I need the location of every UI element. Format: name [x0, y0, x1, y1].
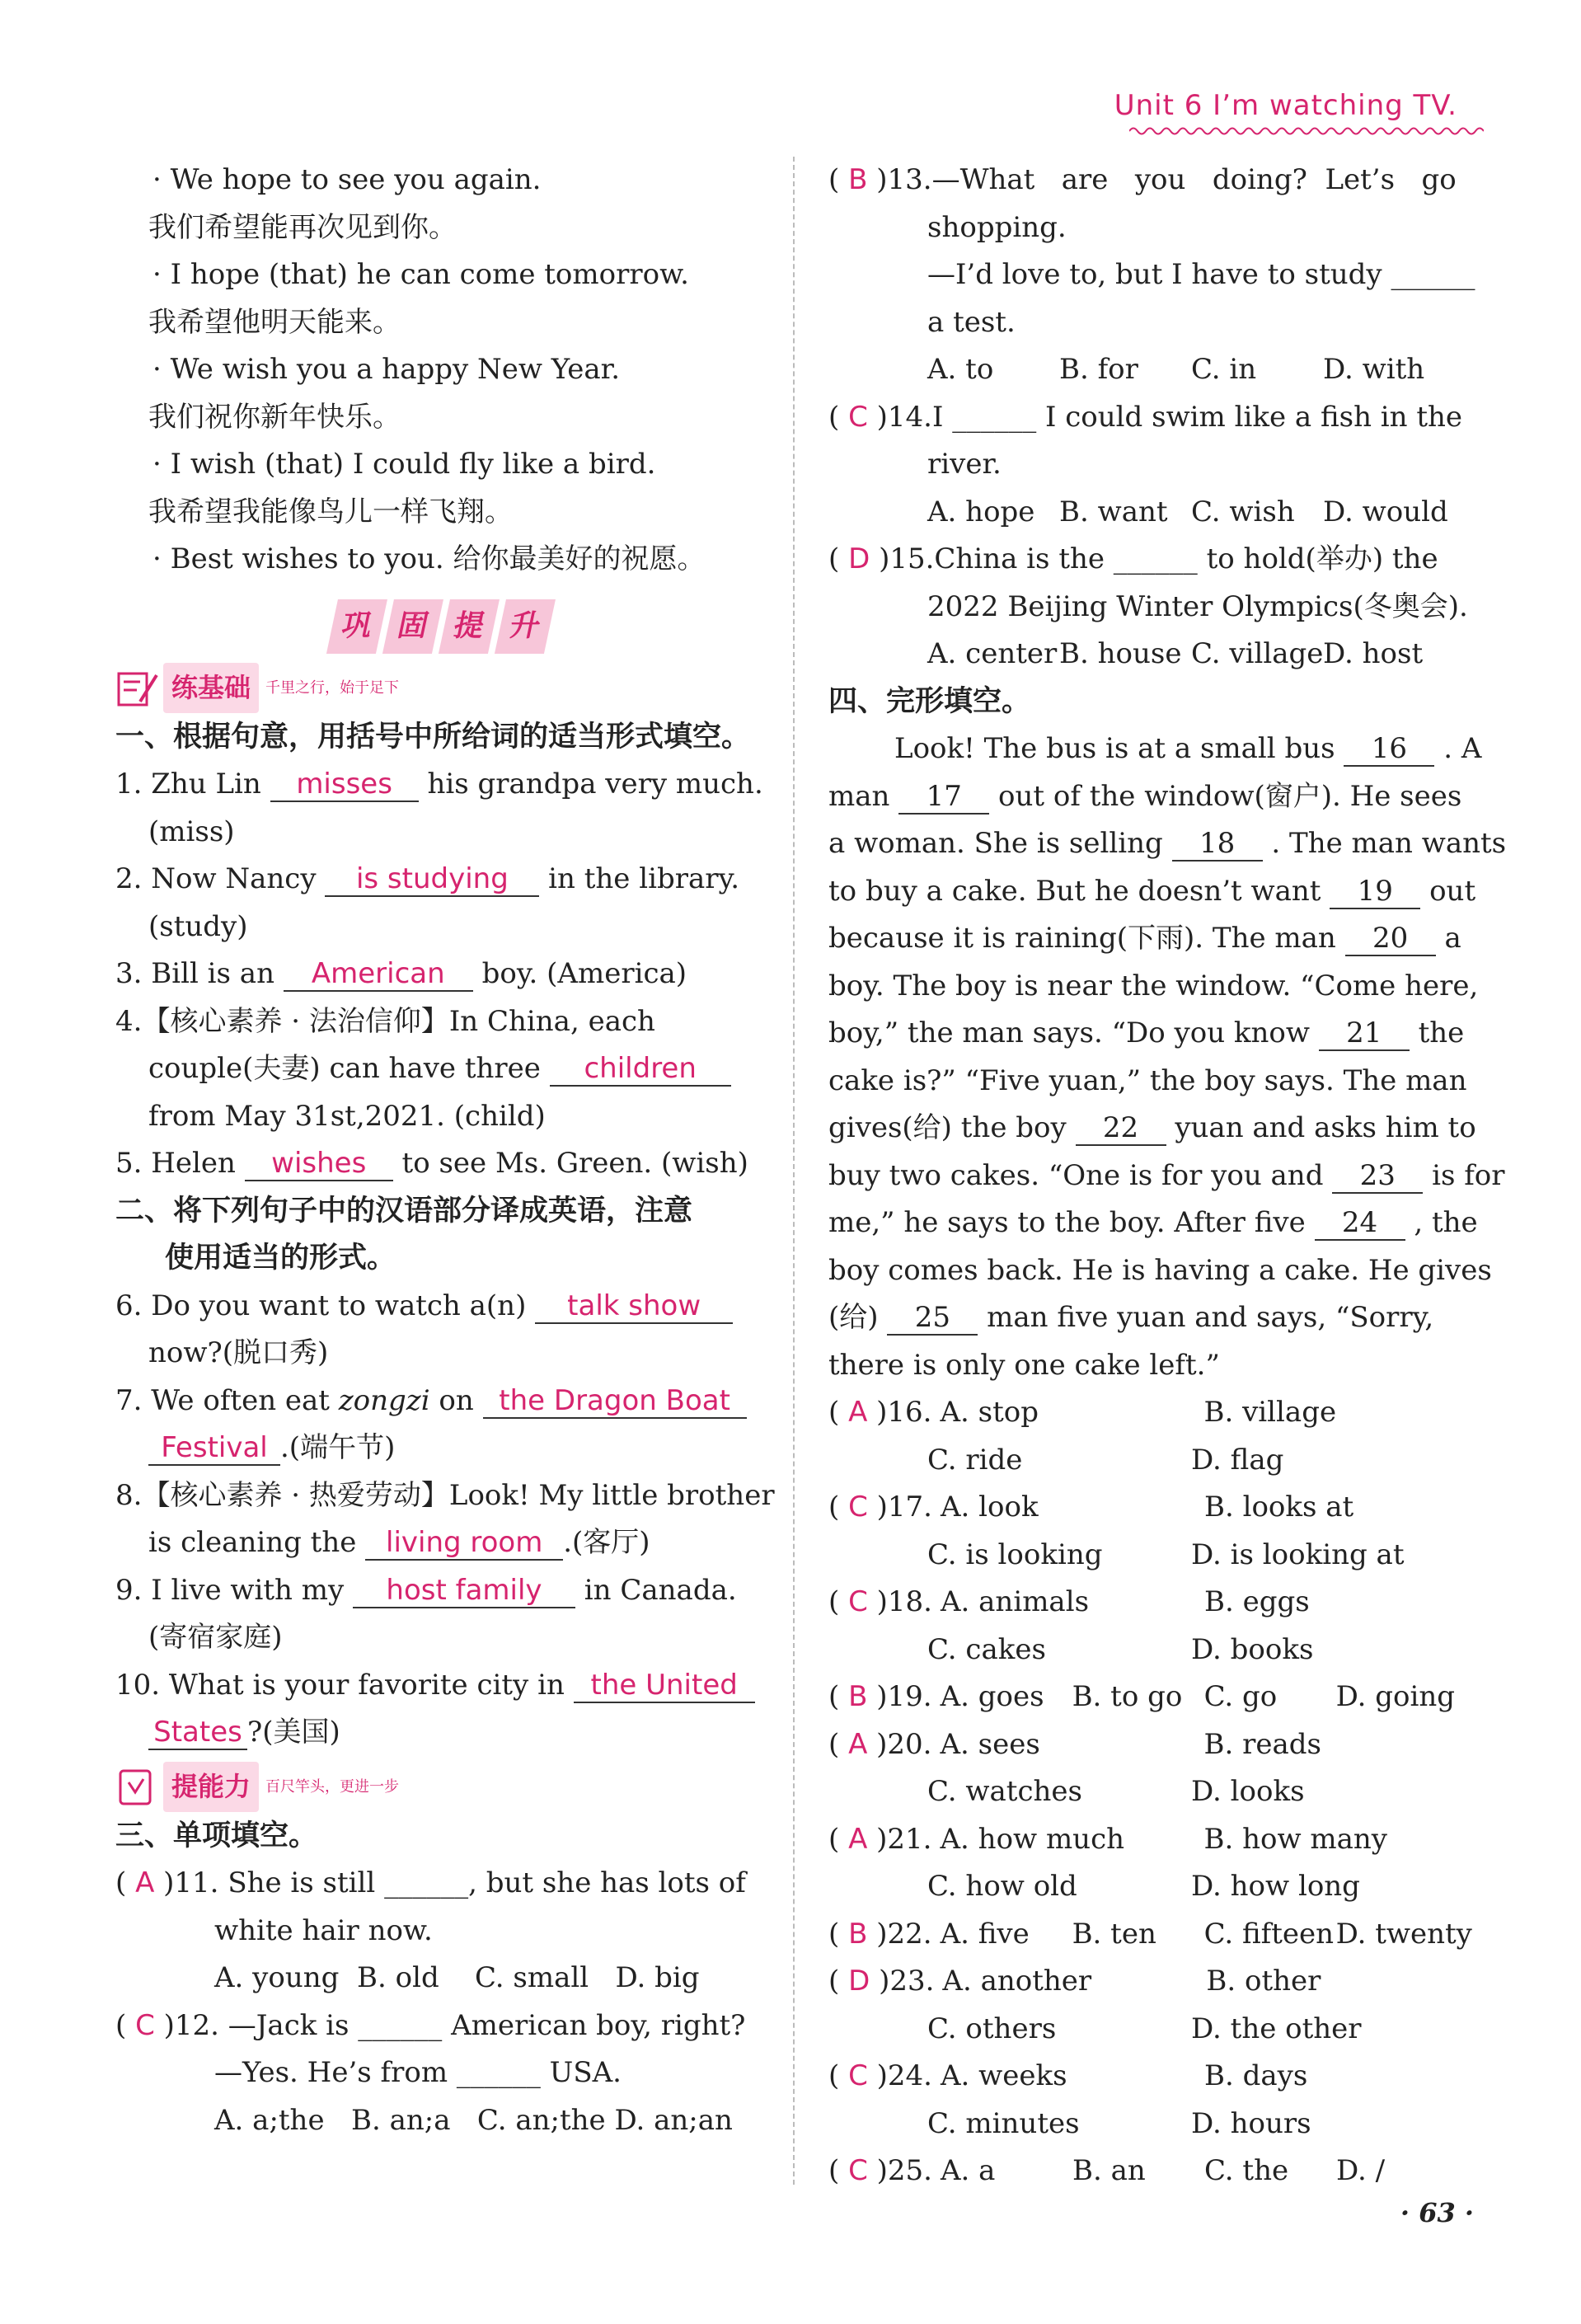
passage-line: [828, 1010, 1480, 1058]
question-text: 1. Zhu Lin: [115, 768, 261, 800]
question-10: [115, 1662, 767, 1710]
option: B. ten: [1072, 1917, 1156, 1951]
tag-label: 练基础: [163, 663, 259, 714]
intro-line: 我们祝你新年快乐。: [148, 400, 401, 434]
option: D. would: [1323, 495, 1448, 528]
option: B. for: [1059, 353, 1138, 386]
question-text: She is still ______, but she has lots of: [228, 1866, 746, 1899]
cloze-blank: 24: [1315, 1206, 1405, 1241]
cloze-question-row: ( B )22. A. five B. ten C. fifteenD. twenty: [828, 1911, 1480, 1959]
cloze-question-row: ( C )24. A. weeks B. days: [828, 2053, 1480, 2101]
option: C. ride: [927, 1443, 1023, 1477]
question-text: .(端午节): [280, 1431, 396, 1464]
passage-text: out of the window(窗户). He sees: [998, 779, 1462, 813]
question-7: [115, 1378, 767, 1425]
passage-line: [828, 820, 1507, 868]
option: C. fifteen: [1203, 1917, 1335, 1951]
question-8: 8.【核心素养 · 热爱劳动】Look! My little brother: [115, 1478, 775, 1512]
question-text: his grandpa very much.: [427, 768, 763, 800]
intro-line: · Best wishes to you. 给你最美好的祝愿。: [152, 542, 706, 575]
question-11-options: A. young B. old C. small D. big: [214, 1961, 700, 1994]
question-number: 19.: [887, 1680, 932, 1713]
question-1: [115, 761, 767, 809]
intro-line: · We wish you a happy New Year.: [152, 353, 621, 386]
question-text: in the library.: [548, 862, 740, 895]
option: D. looks: [1191, 1775, 1305, 1808]
question-14-line2: river.: [927, 448, 1002, 481]
cloze-question-row: ( B )19. A. goes B. to go C. go D. going: [828, 1674, 1480, 1721]
question-number: 18.: [887, 1585, 932, 1618]
cloze-questions: [828, 1389, 1480, 2195]
option: B. village: [1203, 1396, 1337, 1429]
option: A. weeks: [940, 2059, 1067, 2092]
question-text: —Jack is ______ American boy, right?: [228, 2008, 746, 2042]
passage-line: [828, 773, 1480, 821]
answer-blank: American: [284, 957, 473, 992]
question-9: [115, 1567, 767, 1615]
intro-line: · We hope to see you again.: [152, 163, 542, 196]
cloze-blank: 23: [1332, 1159, 1423, 1194]
tag-label: 提能力: [163, 1762, 259, 1813]
question-text: in Canada.: [584, 1573, 737, 1607]
question-9-line2: (寄宿家庭): [148, 1621, 283, 1654]
intro-line: 我们希望能再次见到你。: [148, 210, 457, 244]
answer-letter: A: [848, 1396, 868, 1429]
answer-letter: A: [848, 1822, 868, 1856]
passage-line: [828, 868, 1480, 916]
answer-letter: B: [848, 1917, 868, 1951]
intro-line: · I hope (that) he can come tomorrow.: [152, 258, 689, 291]
answer-blank: misses: [270, 768, 419, 802]
option: A. another: [942, 1965, 1092, 1998]
passage-text: the: [1418, 1016, 1465, 1049]
option: D. with: [1323, 353, 1425, 386]
answer-blank: is studying: [325, 862, 539, 897]
question-11: ( A )11. She is still ______, but she has lots of: [115, 1866, 746, 1899]
passage-text: man five yuan and says, “Sorry,: [987, 1301, 1434, 1334]
passage-text: out: [1429, 874, 1476, 908]
cloze-question-row: [828, 1437, 1480, 1485]
answer-letter: B: [848, 163, 868, 196]
pencil-note-icon: [115, 669, 160, 708]
question-13-options: [828, 346, 1480, 394]
answer-blank: talk show: [535, 1289, 733, 1324]
passage-line: [828, 1247, 1492, 1295]
answer-letter: C: [848, 1491, 868, 1524]
answer-letter: C: [848, 400, 868, 434]
option: B. other: [1206, 1965, 1321, 1998]
question-text: 7. We often eat: [115, 1383, 330, 1417]
question-6-line2: now?(脱口秀): [148, 1336, 329, 1369]
section-title: 四、完形填空。: [828, 684, 1031, 718]
option: C. how old: [927, 1870, 1077, 1903]
question-number: 12.: [174, 2008, 219, 2042]
passage-text: me,” he says to the boy. After five: [828, 1206, 1306, 1239]
answer-blank: Festival: [148, 1431, 280, 1466]
question-13: ( B )13.—What are you doing? Let’s go: [828, 163, 1457, 196]
consolidate-banner: [115, 597, 767, 656]
passage-text: Look! The bus is at a small bus: [894, 732, 1335, 765]
answer-blank: children: [550, 1052, 731, 1087]
question-text: —What are you doing? Let’s go: [931, 163, 1457, 196]
option: A. sees: [940, 1727, 1040, 1761]
cloze-blank: 25: [887, 1301, 978, 1336]
answer-blank: living room: [365, 1526, 563, 1561]
question-5: [115, 1140, 767, 1188]
question-text: to see Ms. Green. (wish): [401, 1147, 748, 1180]
option: B. how many: [1203, 1822, 1387, 1856]
left-column: [115, 157, 775, 2144]
answer-letter: C: [135, 2008, 155, 2042]
question-text: .(客厅): [563, 1526, 650, 1559]
intro-line: 我希望我能像鸟儿一样飞翔。: [148, 495, 513, 528]
question-number: 15.: [889, 542, 935, 575]
answer-letter: D: [848, 542, 870, 575]
question-15-line2: 2022 Beijing Winter Olympics(冬奥会).: [927, 589, 1468, 623]
question-14: ( C )14.I ______ I could swim like a fish in the: [828, 400, 1463, 434]
question-13-line4: a test.: [927, 305, 1016, 339]
passage-text: to buy a cake. But he doesn’t want: [828, 874, 1321, 908]
passage-line: [828, 1105, 1480, 1153]
passage-line: [828, 963, 1480, 1011]
option: A. center: [927, 637, 1058, 670]
passage-line: [828, 1200, 1480, 1247]
option: C. wish: [1191, 495, 1295, 528]
option: C. go: [1203, 1680, 1278, 1713]
passage-text: yuan and asks him to: [1175, 1111, 1476, 1144]
question-text-italic: zongzi: [338, 1383, 430, 1417]
question-number: 24.: [887, 2059, 932, 2092]
cloze-blank: 16: [1344, 732, 1434, 767]
cloze-blank: 19: [1330, 875, 1420, 909]
option: C. is looking: [927, 1538, 1103, 1571]
option: A. hope: [927, 495, 1035, 528]
cloze-question-row: ( C )25. A. a B. an C. the D. /: [828, 2148, 1480, 2195]
question-13-line3: —I’d love to, but I have to study ______: [927, 258, 1475, 291]
option: D. hours: [1191, 2106, 1311, 2140]
option: D. books: [1191, 1632, 1314, 1666]
passage-text: , the: [1414, 1206, 1478, 1239]
option: C. minutes: [927, 2106, 1080, 2140]
cloze-blank: 22: [1076, 1111, 1166, 1146]
ability-tag: [115, 1762, 767, 1813]
banner-char: 升: [495, 599, 556, 654]
option: C. village: [1191, 637, 1324, 670]
answer-blank: States: [148, 1716, 247, 1750]
option: C. watches: [927, 1775, 1082, 1808]
passage-text: gives(给) the boy: [828, 1111, 1067, 1144]
option: D. the other: [1191, 2012, 1362, 2045]
question-11-line2: white hair now.: [214, 1913, 433, 1947]
question-number: 25.: [887, 2154, 932, 2187]
question-text: couple(夫妻) can have three: [148, 1052, 541, 1085]
option: A. a: [940, 2154, 996, 2187]
answer-blank: the United: [574, 1669, 755, 1703]
passage-text: a woman. She is selling: [828, 827, 1163, 860]
question-text: is cleaning the: [148, 1526, 357, 1559]
option: C. in: [1191, 353, 1257, 386]
question-12: ( C )12. —Jack is ______ American boy, right?: [115, 2008, 746, 2042]
option: B. eggs: [1203, 1585, 1310, 1618]
option: D. /: [1335, 2154, 1386, 2187]
question-2: [115, 856, 767, 904]
question-number: 14.: [887, 400, 932, 434]
question-7-line2: [115, 1425, 767, 1472]
question-text: 9. I live with my: [115, 1573, 345, 1607]
passage-text: boy. The boy is near the window. “Come here,: [828, 969, 1479, 1002]
option: B. want: [1059, 495, 1168, 528]
passage-text: . The man wants: [1271, 827, 1507, 860]
passage-text: boy comes back. He is having a cake. He gives: [828, 1253, 1492, 1287]
cloze-question-row: ( C )18. A. animals B. eggs: [828, 1579, 1480, 1627]
question-text: 3. Bill is an: [115, 957, 274, 990]
cloze-question-row: ( A )20. A. sees B. reads: [828, 1721, 1480, 1769]
question-number: 21.: [887, 1822, 932, 1856]
answer-blank: the Dragon Boat: [483, 1384, 747, 1419]
passage-text: a: [1444, 922, 1461, 955]
option: A. look: [940, 1491, 1039, 1524]
banner-char: 提: [439, 599, 500, 654]
passage-text: . A: [1443, 732, 1482, 765]
section-title: 二、将下列句子中的汉语部分译成英语，注意: [115, 1194, 693, 1228]
question-text: I ______ I could swim like a fish in the: [931, 400, 1463, 434]
tag-motto: 百尺竿头，更进一步: [265, 1777, 400, 1796]
option: B. house: [1059, 637, 1182, 670]
answer-letter: D: [848, 1965, 870, 1998]
question-text: 6. Do you want to watch a(n): [115, 1289, 527, 1322]
question-15-options: [828, 631, 1480, 678]
question-15: ( D )15.China is the ______ to hold(举办) the: [828, 542, 1438, 575]
question-text: China is the ______ to hold(举办) the: [934, 542, 1438, 575]
option: C. cakes: [927, 1632, 1046, 1666]
section-title: 一、根据句意，用括号中所给词的适当形式填空。: [115, 720, 751, 754]
intro-line: 我希望他明天能来。: [148, 305, 401, 339]
question-number: 20.: [887, 1727, 932, 1761]
shield-badge-icon: [115, 1768, 160, 1807]
option: B. looks at: [1203, 1491, 1354, 1524]
option: D. how long: [1191, 1870, 1360, 1903]
question-text: 2. Now Nancy: [115, 862, 317, 895]
passage-line: [828, 1058, 1480, 1106]
question-14-options: [828, 489, 1480, 537]
passage-text: cake is?” “Five yuan,” the boy says. The man: [828, 1063, 1467, 1097]
header-wave-decoration: [1129, 125, 1484, 137]
option: A. how much: [940, 1822, 1125, 1856]
cloze-question-row: [828, 1627, 1480, 1674]
question-number: 13.: [887, 163, 932, 196]
question-text: on: [439, 1383, 474, 1417]
question-number: 17.: [887, 1491, 932, 1524]
question-3: [115, 951, 767, 998]
cloze-question-row: ( D )23. A. another B. other: [828, 1958, 1480, 2006]
question-number: 11.: [174, 1866, 219, 1899]
question-hint: (miss): [148, 815, 235, 848]
cloze-question-row: [828, 2101, 1480, 2148]
cloze-blank: 17: [898, 780, 989, 815]
intro-line: · I wish (that) I could fly like a bird.: [152, 448, 656, 481]
option: A. five: [940, 1917, 1030, 1951]
answer-blank: wishes: [245, 1147, 393, 1181]
cloze-question-row: ( A )16. A. stop B. village: [828, 1389, 1480, 1437]
option: A. goes: [940, 1680, 1044, 1713]
cloze-passage: [828, 725, 1507, 1389]
cloze-question-row: ( C )17. A. look B. looks at: [828, 1484, 1480, 1532]
question-text: 10. What is your favorite city in: [115, 1668, 565, 1702]
section-title: 三、单项填空。: [115, 1819, 318, 1852]
question-12-line2: —Yes. He’s from ______ USA.: [214, 2056, 622, 2089]
answer-letter: C: [848, 2059, 868, 2092]
answer-letter: B: [848, 1680, 868, 1713]
page-number: · 63 ·: [1400, 2197, 1474, 2228]
option: B. reads: [1203, 1727, 1321, 1761]
option: A. animals: [940, 1585, 1090, 1618]
option: C. others: [927, 2012, 1057, 2045]
passage-text: is for: [1432, 1158, 1505, 1192]
question-4-line3: from May 31st,2021. (child): [148, 1099, 546, 1133]
answer-letter: C: [848, 1585, 868, 1618]
question-hint: (study): [148, 909, 248, 943]
cloze-question-row: [828, 1768, 1480, 1816]
banner-char: 巩: [326, 599, 387, 654]
unit-header: Unit 6 I’m watching TV.: [1114, 89, 1457, 122]
option: D. host: [1323, 637, 1424, 670]
question-4-line2: [115, 1045, 767, 1093]
passage-line: [828, 1342, 1480, 1390]
option: B. days: [1203, 2059, 1308, 2092]
question-13-line2: shopping.: [927, 210, 1067, 244]
right-column: [828, 157, 1507, 2195]
cloze-blank: 18: [1172, 827, 1263, 862]
option: D. twenty: [1335, 1917, 1472, 1951]
option: A. to: [927, 353, 994, 386]
option: D. flag: [1191, 1443, 1284, 1477]
answer-letter: A: [848, 1727, 868, 1761]
option: B. an: [1072, 2154, 1146, 2187]
question-8-line2: [115, 1519, 767, 1567]
question-12-options: A. a;the B. an;a C. an;the D. an;an: [214, 2103, 733, 2137]
cloze-question-row: [828, 1863, 1480, 1911]
passage-line: [828, 725, 1480, 773]
passage-text: man: [828, 779, 890, 813]
passage-text: because it is raining(下雨). The man: [828, 922, 1336, 955]
option: B. to go: [1072, 1680, 1183, 1713]
answer-blank: host family: [353, 1574, 575, 1608]
question-number: 22.: [887, 1917, 932, 1951]
question-text: boy. (America): [481, 957, 687, 990]
section-title-cont: 使用适当的形式。: [165, 1242, 396, 1275]
question-number: 16.: [887, 1396, 932, 1429]
option: D. is looking at: [1191, 1538, 1405, 1571]
passage-text: there is only one cake left.”: [828, 1348, 1220, 1382]
answer-letter: C: [848, 2154, 868, 2187]
passage-text: buy two cakes. “One is for you and: [828, 1158, 1324, 1192]
question-number: 23.: [889, 1965, 935, 1998]
tag-motto: 千里之行，始于足下: [265, 678, 400, 697]
passage-line: [828, 1153, 1505, 1200]
question-text: ?(美国): [247, 1716, 340, 1749]
option: D. going: [1335, 1680, 1455, 1713]
question-text: 5. Helen: [115, 1147, 236, 1180]
answer-letter: A: [135, 1866, 155, 1899]
column-divider: [793, 157, 795, 2185]
cloze-blank: 21: [1319, 1016, 1410, 1051]
question-6: [115, 1283, 767, 1331]
option: A. stop: [940, 1396, 1039, 1429]
cloze-blank: 20: [1345, 922, 1436, 956]
question-10-line2: [115, 1709, 767, 1757]
cloze-question-row: [828, 1532, 1480, 1580]
cloze-question-row: ( A )21. A. how much B. how many: [828, 1816, 1480, 1864]
passage-line: [828, 1294, 1480, 1342]
passage-text: (给): [828, 1301, 879, 1334]
question-4: 4.【核心素养 · 法治信仰】In China, each: [115, 1004, 655, 1038]
cloze-question-row: [828, 2006, 1480, 2054]
banner-char: 固: [382, 599, 443, 654]
basic-practice-tag: [115, 663, 767, 714]
passage-line: [828, 915, 1480, 963]
option: C. the: [1203, 2154, 1289, 2187]
passage-text: boy,” the man says. “Do you know: [828, 1016, 1310, 1049]
